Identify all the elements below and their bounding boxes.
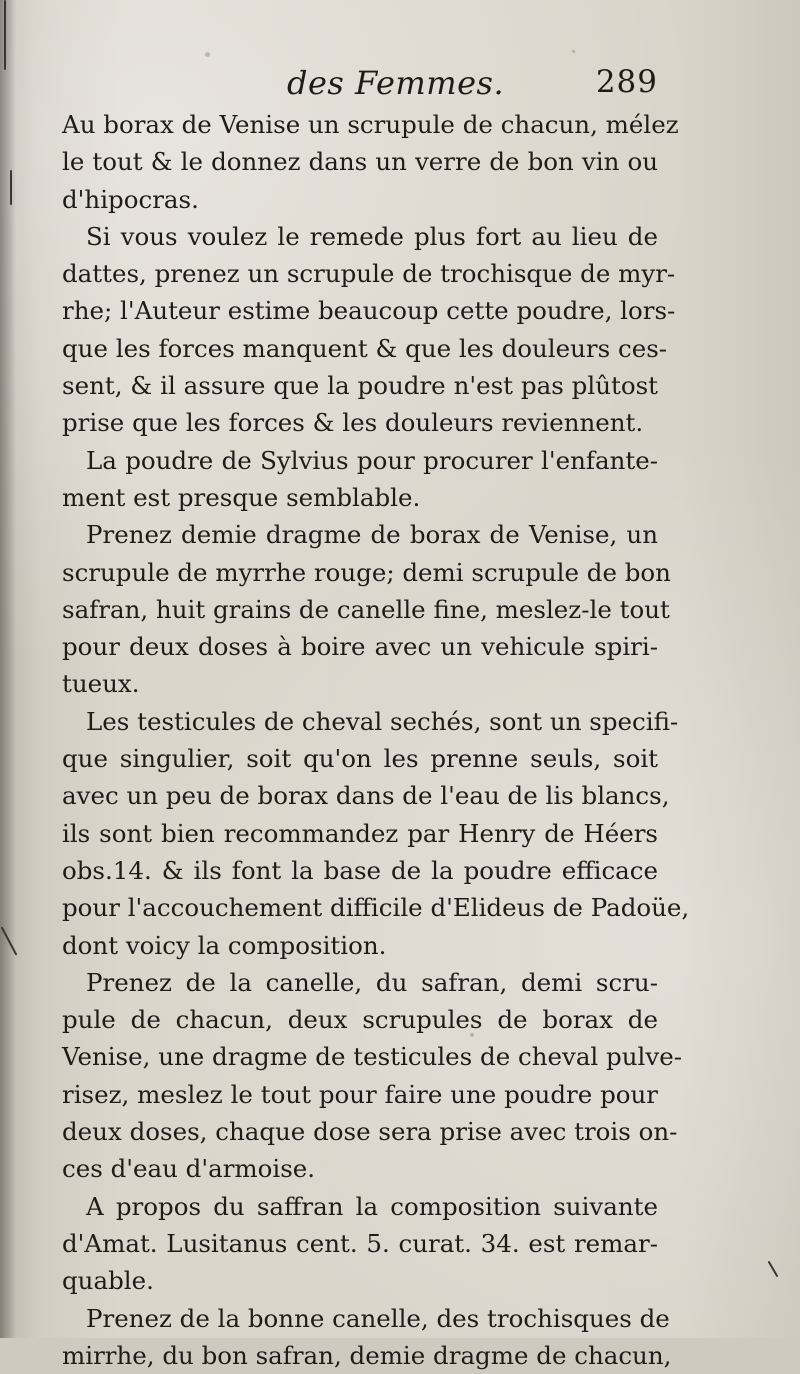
text-line: sent, & il assure que la poudre n'est pas plûtost [62, 371, 658, 401]
spine-shadow [0, 0, 16, 1338]
text-line: mirrhe, du bon safran, demie dragme de chacun, [62, 1340, 672, 1370]
text-line: Si vous voulez le remede plus fort au lieu de [86, 221, 658, 251]
text-line: tueux. [62, 669, 140, 699]
right-edge-mark [768, 1261, 779, 1278]
text-line: d'Amat. Lusitanus cent. 5. curat. 34. est remar- [62, 1228, 658, 1258]
left-edge-mark [10, 170, 12, 205]
text-line: deux doses, chaque dose sera prise avec trois on- [62, 1117, 678, 1147]
text-line: risez, meslez le tout pour faire une poudre pour [62, 1079, 658, 1109]
text-line: avec un peu de borax dans de l'eau de lis blancs, [62, 781, 670, 811]
text-line: A propos du saffran la composition suivante [86, 1191, 658, 1221]
text-line: ils sont bien recommandez par Henry de Héers [62, 818, 658, 848]
text-line: scrupule de myrrhe rouge; demi scrupule de bon [62, 557, 671, 587]
page-number: 289 [595, 64, 658, 100]
text-line: ment est presque semblable. [62, 482, 421, 512]
running-head [62, 64, 658, 108]
text-line: pule de chacun, deux scrupules de borax de [62, 1005, 658, 1035]
text-line: que les forces manquent & que les douleurs ces- [62, 333, 668, 363]
text-line: rhe; l'Auteur estime beaucoup cette poudre, lors- [62, 296, 676, 326]
text-line: que singulier, soit qu'on les prenne seuls, soit [62, 744, 658, 774]
running-title: des Femmes. [287, 64, 505, 102]
text-line: Au borax de Venise un scrupule de chacun, mélez [62, 110, 679, 139]
text-line: dattes, prenez un scrupule de trochisque de myr- [62, 259, 676, 289]
text-line: Prenez de la canelle, du safran, demi scru- [86, 967, 658, 997]
text-line: pour deux doses à boire avec un vehicule spiri- [62, 632, 658, 662]
paper-speck [205, 52, 210, 57]
text-line: obs.14. & ils font la base de la poudre efficace [62, 855, 658, 885]
text-line: ces d'eau d'armoise. [62, 1154, 316, 1184]
paper-speck [572, 50, 575, 53]
text-line: le tout & le donnez dans un verre de bon vin ou [62, 147, 658, 177]
left-edge-mark [4, 0, 6, 70]
text-line: dont voicy la composition. [62, 930, 387, 960]
text-line: La poudre de Sylvius pour procurer l'enfante- [86, 445, 658, 475]
text-line: Prenez demie dragme de borax de Venise, un [86, 520, 658, 550]
text-line: prise que les forces & les douleurs reviennent. [62, 408, 644, 438]
text-line: Les testicules de cheval sechés, sont un specifi- [86, 706, 679, 736]
text-line: safran, huit grains de canelle fine, meslez-le tout [62, 594, 670, 624]
text-line: Venise, une dragme de testicules de cheval pulve- [62, 1042, 682, 1072]
text-line: quable. [62, 1266, 154, 1296]
text-line: Prenez de la bonne canelle, des trochisques de [86, 1303, 670, 1333]
text-line: pour l'accouchement difficile d'Elideus de Padoüe, [62, 893, 690, 923]
body-text [62, 106, 690, 1374]
text-line: d'hipocras. [62, 184, 199, 214]
